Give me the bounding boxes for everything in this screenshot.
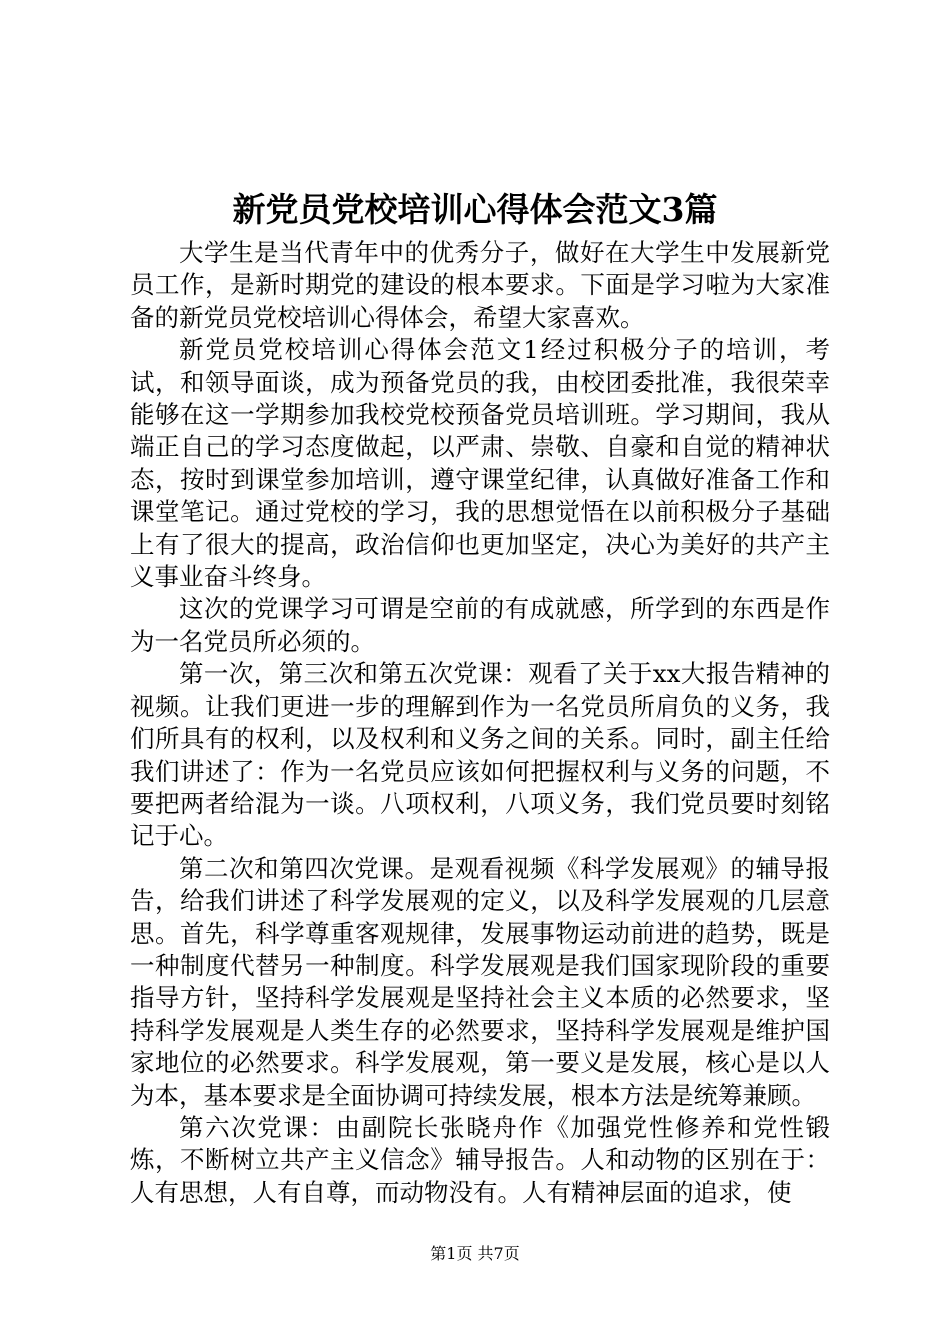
paragraph: 第六次党课：由副院长张晓舟作《加强党性修养和党性锻炼，不断树立共产主义信念》辅导报告。人和动物的区别在于：人有思想，人有自尊，而动物没有。人有精神层面的追求，使: [130, 1112, 830, 1207]
paragraph: 这次的党课学习可谓是空前的有成就感，所学到的东西是作为一名党员所必须的。: [130, 594, 830, 656]
paragraph: 新党员党校培训心得体会范文1经过积极分子的培训，考试，和领导面谈，成为预备党员的我，由校团委批准，我很荣幸能够在这一学期参加我校党校预备党员培训班。学习期间，我从端正自己的学习态度做起，以严肃、崇敬、自豪和自觉的精神状态，按时到课堂参加培训，遵守课堂纪律，认真做好准备工作和课堂笔记。通过党校的学习，我的思想觉悟在以前积极分子基础上有了很大的提高，政治信仰也更加坚定，决心为美好的共产主义事业奋斗终身。: [130, 335, 830, 592]
paragraph: 第一次，第三次和第五次党课：观看了关于xx大报告精神的视频。让我们更进一步的理解到作为一名党员所肩负的义务，我们所具有的权利，以及权利和义务之间的关系。同时，副主任给我们讲述了：作为一名党员应该如何把握权利与义务的问题，不要把两者给混为一谈。八项权利，八项义务，我们党员要时刻铭记于心。: [130, 659, 830, 851]
page-number-footer: 第1页 共7页: [430, 1244, 520, 1263]
document-title: 新党员党校培训心得体会范文3篇: [232, 190, 718, 229]
paragraph: 大学生是当代青年中的优秀分子，做好在大学生中发展新党员工作，是新时期党的建设的根本要求。下面是学习啦为大家准备的新党员党校培训心得体会，希望大家喜欢。: [130, 238, 830, 332]
document-body: [130, 237, 830, 1209]
paragraph: 第二次和第四次党课。是观看视频《科学发展观》的辅导报告，给我们讲述了科学发展观的定义，以及科学发展观的几层意思。首先，科学尊重客观规律，发展事物运动前进的趋势，既是一种制度代替另一种制度。科学发展观是我们国家现阶段的重要指导方针，坚持科学发展观是坚持社会主义本质的必然要求，坚持科学发展观是人类生存的必然要求，坚持科学发展观是维护国家地位的必然要求。科学发展观，第一要义是发展，核心是以人为本，基本要求是全面协调可持续发展，根本方法是统筹兼顾。: [130, 853, 830, 1110]
